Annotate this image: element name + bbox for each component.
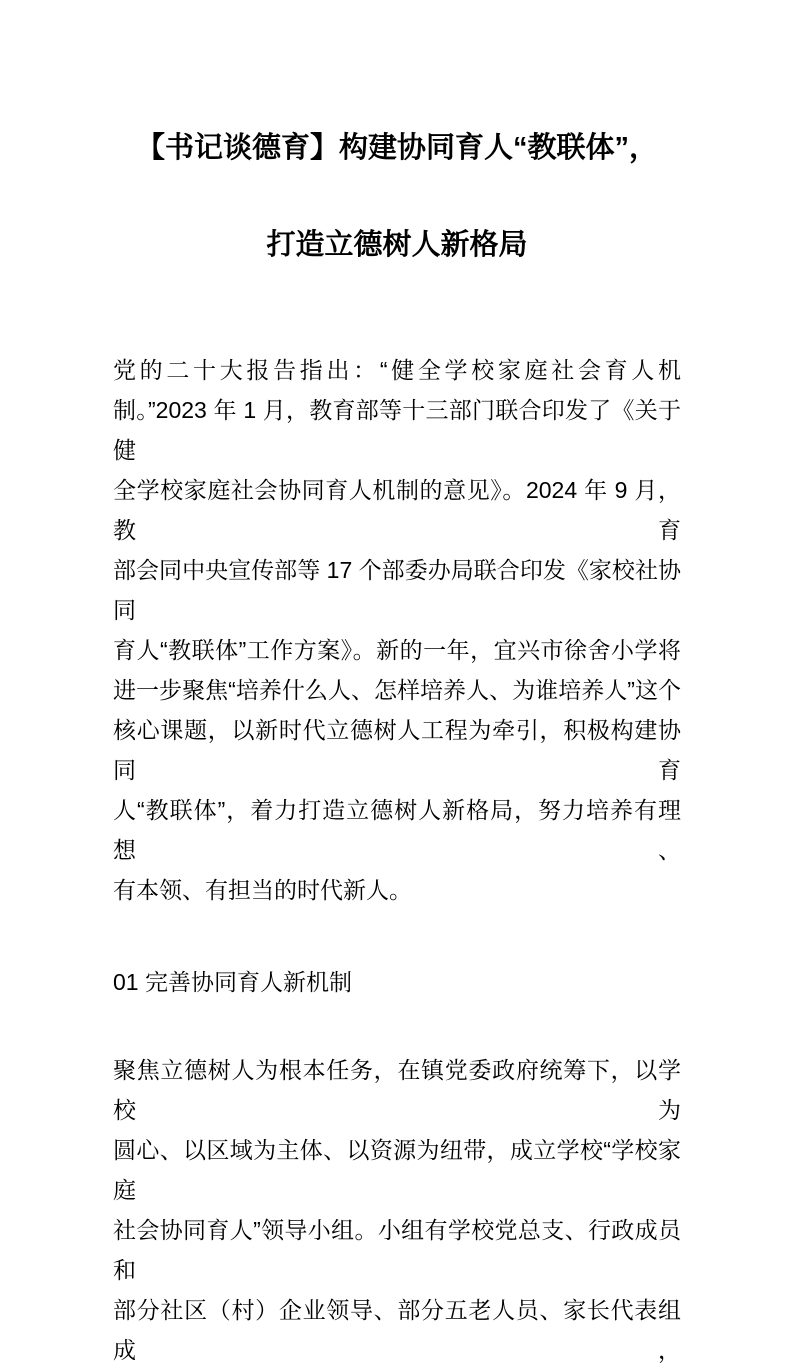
document-title-line-1: 【书记谈德育】构建协同育人“教联体”，: [135, 132, 658, 164]
paragraph-section-01: [113, 1050, 681, 1370]
text-line: 制。”2023 年 1 月，教育部等十三部门联合印发了《关于健: [113, 397, 681, 463]
text-line: 聚焦立德树人为根本任务，在镇党委政府统筹下，以学校为: [113, 1057, 681, 1123]
paragraph-intro: [113, 350, 681, 910]
document-title-line-2: 打造立德树人新格局: [266, 229, 528, 261]
text-line: 党的二十大报告指出：“健全学校家庭社会育人机: [113, 357, 681, 383]
text-line: 社会协同育人”领导小组。小组有学校党总支、行政成员和: [113, 1217, 681, 1283]
text-line: 全学校家庭社会协同育人机制的意见》。2024 年 9 月，教育: [113, 477, 681, 543]
text-line: 圆心、以区域为主体、以资源为纽带，成立学校“学校家庭: [113, 1137, 681, 1203]
section-heading-01: 01 完善协同育人新机制: [113, 969, 352, 995]
text-line: 核心课题，以新时代立德树人工程为牵引，积极构建协同育: [113, 717, 681, 783]
text-line: 人“教联体”，着力打造立德树人新格局，努力培养有理想、: [113, 797, 681, 863]
text-line: 进一步聚焦“培养什么人、怎样培养人、为谁培养人”这个: [113, 677, 681, 703]
text-line: 有本领、有担当的时代新人。: [113, 877, 412, 903]
text-line: 部会同中央宣传部等 17 个部委办局联合印发《家校社协同: [113, 557, 681, 623]
text-line: 育人“教联体”工作方案》。新的一年，宜兴市徐舍小学将: [113, 637, 681, 663]
text-line: 部分社区（村）企业领导、部分五老人员、家长代表组成，: [113, 1297, 681, 1363]
